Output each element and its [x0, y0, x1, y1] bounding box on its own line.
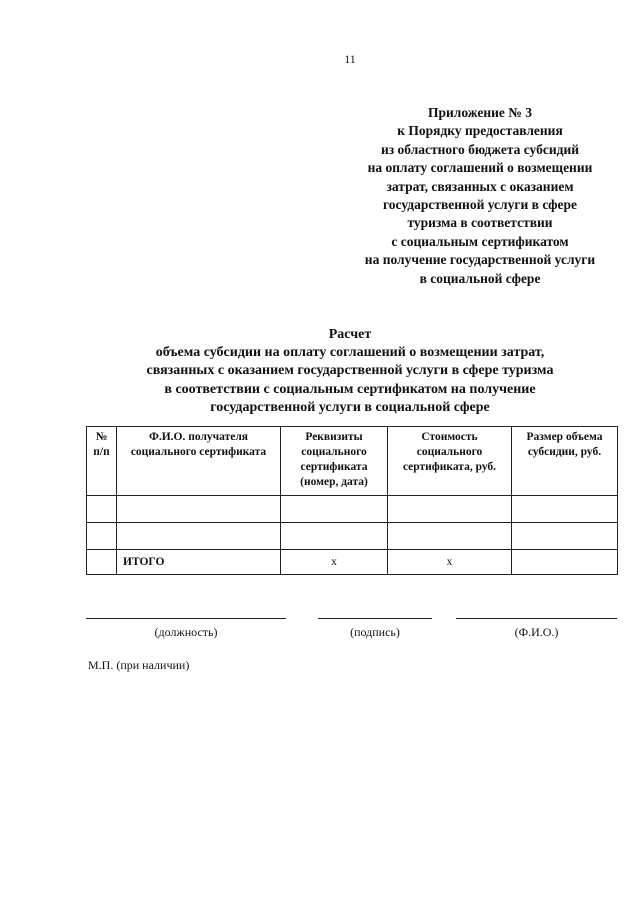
signature-line: [318, 618, 432, 619]
table-cell: [388, 496, 512, 523]
col-header-number: № п/п: [87, 427, 117, 496]
name-signature-line: [456, 618, 617, 619]
total-certificate-cost-x: х: [388, 550, 512, 575]
table-cell: [87, 550, 117, 575]
name-label: (Ф.И.О.): [514, 625, 559, 639]
col-header-subsidy-amount: Размер объема субсидии, руб.: [512, 427, 618, 496]
calc-title-line: в соответствии с социальным сертификатом на получение: [164, 381, 536, 397]
stamp-note: М.П. (при наличии): [88, 658, 190, 672]
total-label: ИТОГО: [117, 550, 281, 575]
calc-title-line: объема субсидии на оплату соглашений о возмещении затрат,: [155, 345, 545, 361]
calc-title-line: Расчет: [328, 327, 372, 342]
appendix-line: с социальным сертификатом: [391, 233, 569, 249]
table-cell: [281, 496, 388, 523]
table-header-row: [87, 427, 618, 496]
col-header-certificate-details: Реквизиты социального сертификата (номер, дата): [281, 427, 388, 496]
appendix-header: [330, 104, 630, 288]
table-cell: [87, 496, 117, 523]
appendix-line: государственной услуги в сфере: [383, 197, 577, 213]
subsidy-table: [86, 426, 618, 575]
table-cell: [87, 523, 117, 550]
calculation-title: [40, 326, 640, 417]
table-cell: [117, 523, 281, 550]
table-cell: [512, 523, 618, 550]
signature-label: (подпись): [350, 625, 400, 639]
calc-title-line: государственной услуги в социальной сфере: [210, 399, 490, 415]
table-cell: [117, 496, 281, 523]
appendix-line: в социальной сфере: [419, 270, 541, 286]
table-total-row: [87, 550, 618, 575]
total-certificate-details-x: х: [281, 550, 388, 575]
table-cell: [512, 496, 618, 523]
calc-title-line: связанных с оказанием государственной услуги в сфере туризма: [146, 363, 554, 379]
page-number: 11: [344, 52, 356, 66]
appendix-line: затрат, связанных с оказанием: [386, 178, 574, 194]
col-header-certificate-cost: Стоимость социального сертификата, руб.: [388, 427, 512, 496]
appendix-line: Приложение № 3: [428, 105, 532, 120]
col-header-recipient: Ф.И.О. получателя социального сертификата: [117, 427, 281, 496]
total-subsidy-amount: [512, 550, 618, 575]
table-cell: [388, 523, 512, 550]
position-signature-line: [86, 618, 286, 619]
table-row: [87, 496, 618, 523]
table-row: [87, 523, 618, 550]
appendix-line: на получение государственной услуги: [364, 252, 596, 268]
position-label: (должность): [154, 625, 218, 639]
table-cell: [281, 523, 388, 550]
appendix-line: к Порядку предоставления: [397, 123, 563, 139]
appendix-line: на оплату соглашений о возмещении: [367, 160, 593, 176]
appendix-line: туризма в соответствии: [407, 215, 553, 231]
appendix-line: из областного бюджета субсидий: [380, 141, 580, 157]
